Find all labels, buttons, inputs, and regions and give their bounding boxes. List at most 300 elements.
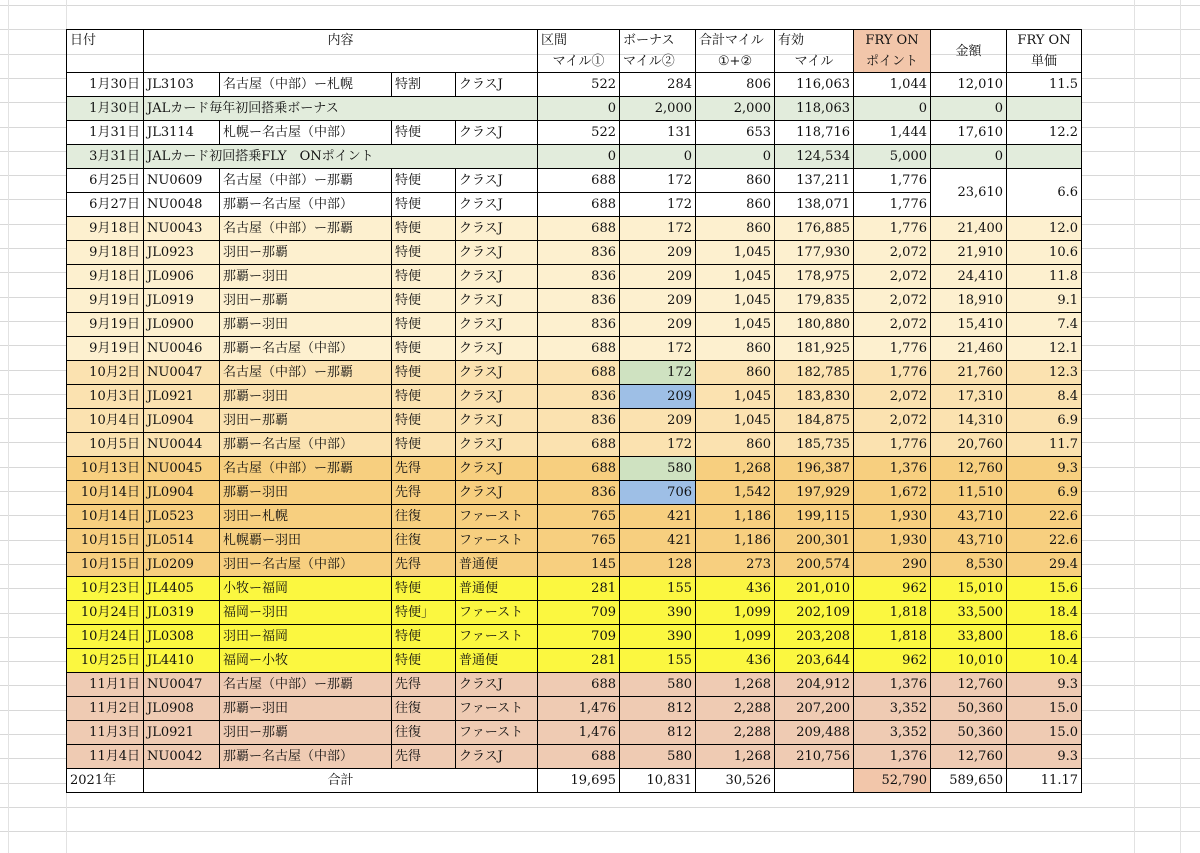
cell-unit-price[interactable]: 15.0 (1007, 697, 1082, 721)
cell-route[interactable]: 名古屋（中部）ー那覇 (220, 217, 392, 241)
cell-segment-miles[interactable]: 709 (538, 625, 620, 649)
cell-date[interactable]: 10月5日 (67, 433, 144, 457)
cell-amount[interactable]: 12,010 (931, 73, 1007, 97)
cell-amount[interactable]: 50,360 (931, 697, 1007, 721)
cell-seat-class[interactable]: クラスJ (456, 193, 538, 217)
cell-seat-class[interactable]: クラスJ (456, 73, 538, 97)
cell-route[interactable]: 那覇ー名古屋（中部） (220, 745, 392, 769)
cell-date[interactable]: 10月25日 (67, 649, 144, 673)
cell-route[interactable]: 小牧ー福岡 (220, 577, 392, 601)
cell-route[interactable]: 那覇ー羽田 (220, 697, 392, 721)
cell-bonus-miles[interactable]: 812 (620, 721, 696, 745)
cell-fare-type[interactable]: 特便 (392, 169, 456, 193)
cell-amount[interactable]: 14,310 (931, 409, 1007, 433)
cell-fare-type[interactable]: 往復 (392, 697, 456, 721)
cell-date[interactable]: 10月3日 (67, 385, 144, 409)
cell-valid-miles[interactable]: 124,534 (775, 145, 854, 169)
cell-route[interactable]: 名古屋（中部）ー札幌 (220, 73, 392, 97)
cell-date[interactable]: 9月19日 (67, 289, 144, 313)
cell-segment-miles[interactable]: 765 (538, 505, 620, 529)
cell-seat-class[interactable]: クラスJ (456, 409, 538, 433)
cell-total-miles[interactable]: 1,268 (696, 745, 775, 769)
cell-bonus-miles[interactable]: 580 (620, 457, 696, 481)
cell-date[interactable]: 10月15日 (67, 553, 144, 577)
cell-fop-points[interactable]: 2,072 (854, 313, 931, 337)
cell-segment-miles[interactable]: 688 (538, 169, 620, 193)
header-segment-line1[interactable]: 区間 (538, 30, 620, 52)
cell-segment-miles[interactable]: 709 (538, 601, 620, 625)
cell-amount[interactable]: 0 (931, 145, 1007, 169)
cell-route[interactable]: 那覇ー名古屋（中部） (220, 337, 392, 361)
cell-date[interactable]: 11月2日 (67, 697, 144, 721)
cell-flight-number[interactable]: JL3114 (144, 121, 220, 145)
cell-flight-number[interactable]: NU0045 (144, 457, 220, 481)
cell-valid-miles[interactable]: 180,880 (775, 313, 854, 337)
cell-date[interactable]: 9月18日 (67, 217, 144, 241)
cell-fop-points[interactable]: 1,376 (854, 457, 931, 481)
cell-total-amount[interactable]: 589,650 (931, 769, 1007, 793)
cell-date[interactable]: 1月31日 (67, 121, 144, 145)
cell-bonus-miles[interactable]: 390 (620, 625, 696, 649)
cell-total-miles[interactable]: 806 (696, 73, 775, 97)
cell-flight-number[interactable]: JL3103 (144, 73, 220, 97)
cell-date[interactable]: 9月19日 (67, 313, 144, 337)
cell-fare-type[interactable]: 特便 (392, 337, 456, 361)
cell-unit-price[interactable]: 9.3 (1007, 745, 1082, 769)
cell-flight-number[interactable]: NU0042 (144, 745, 220, 769)
cell-seat-class[interactable]: クラスJ (456, 121, 538, 145)
cell-bonus-miles[interactable]: 580 (620, 745, 696, 769)
cell-unit-price[interactable]: 7.4 (1007, 313, 1082, 337)
cell-bonus-miles[interactable]: 155 (620, 649, 696, 673)
cell-route[interactable]: 名古屋（中部）ー那覇 (220, 457, 392, 481)
header-amount[interactable]: 金額 (931, 30, 1007, 73)
cell-route[interactable]: 名古屋（中部）ー那覇 (220, 169, 392, 193)
header-segment-line2[interactable]: マイル① (538, 51, 620, 73)
cell-fop-points[interactable]: 1,818 (854, 601, 931, 625)
cell-total-miles[interactable]: 1,045 (696, 385, 775, 409)
cell-date[interactable]: 10月14日 (67, 481, 144, 505)
cell-amount[interactable]: 8,530 (931, 553, 1007, 577)
cell-amount[interactable]: 33,500 (931, 601, 1007, 625)
cell-total-miles[interactable]: 1,268 (696, 673, 775, 697)
header-bonus-line1[interactable]: ボーナス (620, 30, 696, 52)
cell-fop-points[interactable]: 1,776 (854, 337, 931, 361)
cell-seat-class[interactable]: クラスJ (456, 313, 538, 337)
header-total-line1[interactable]: 合計マイル (696, 30, 775, 52)
cell-flight-number[interactable]: JL0523 (144, 505, 220, 529)
cell-flight-number[interactable]: JL0904 (144, 409, 220, 433)
cell-total-valid[interactable] (775, 769, 854, 793)
cell-segment-miles[interactable]: 836 (538, 481, 620, 505)
cell-date[interactable]: 6月25日 (67, 169, 144, 193)
cell-fop-points[interactable]: 1,376 (854, 745, 931, 769)
cell-fop-points[interactable]: 1,444 (854, 121, 931, 145)
cell-fare-type[interactable]: 特便 (392, 313, 456, 337)
cell-route[interactable]: 羽田ー名古屋（中部） (220, 553, 392, 577)
cell-fop-points[interactable]: 1,930 (854, 505, 931, 529)
cell-bonus-miles[interactable]: 390 (620, 601, 696, 625)
cell-total-miles[interactable]: 1,542 (696, 481, 775, 505)
cell-seat-class[interactable]: ファースト (456, 601, 538, 625)
cell-fare-type[interactable]: 特便 (392, 625, 456, 649)
cell-description[interactable]: JALカード初回搭乗FLY ONポイント (144, 145, 538, 169)
cell-date[interactable]: 9月19日 (67, 337, 144, 361)
header-bonus-line2[interactable]: マイル② (620, 51, 696, 73)
cell-fare-type[interactable]: 先得 (392, 457, 456, 481)
cell-unit-price[interactable]: 6.6 (1007, 169, 1082, 217)
cell-valid-miles[interactable]: 203,644 (775, 649, 854, 673)
cell-bonus-miles[interactable]: 172 (620, 217, 696, 241)
cell-valid-miles[interactable]: 210,756 (775, 745, 854, 769)
cell-seat-class[interactable]: クラスJ (456, 337, 538, 361)
cell-bonus-miles[interactable]: 209 (620, 409, 696, 433)
cell-seat-class[interactable]: 普通便 (456, 577, 538, 601)
cell-segment-miles[interactable]: 836 (538, 289, 620, 313)
cell-segment-miles[interactable]: 1,476 (538, 697, 620, 721)
cell-fop-points[interactable]: 2,072 (854, 265, 931, 289)
cell-total-label[interactable]: 合計 (144, 769, 538, 793)
cell-route[interactable]: 羽田ー那覇 (220, 241, 392, 265)
cell-fare-type[interactable]: 特便 (392, 409, 456, 433)
cell-total-miles[interactable]: 860 (696, 169, 775, 193)
cell-fare-type[interactable]: 特便 (392, 265, 456, 289)
cell-fop-points[interactable]: 3,352 (854, 697, 931, 721)
cell-unit-price[interactable]: 11.5 (1007, 73, 1082, 97)
cell-seat-class[interactable]: クラスJ (456, 673, 538, 697)
cell-unit-price[interactable]: 15.0 (1007, 721, 1082, 745)
header-valid-line2[interactable]: マイル (775, 51, 854, 73)
cell-bonus-miles[interactable]: 172 (620, 169, 696, 193)
cell-date[interactable]: 1月30日 (67, 97, 144, 121)
cell-bonus-miles[interactable]: 172 (620, 193, 696, 217)
cell-valid-miles[interactable]: 204,912 (775, 673, 854, 697)
cell-date[interactable]: 10月24日 (67, 601, 144, 625)
cell-segment-miles[interactable]: 688 (538, 745, 620, 769)
cell-seat-class[interactable]: クラスJ (456, 457, 538, 481)
cell-seat-class[interactable]: 普通便 (456, 553, 538, 577)
cell-valid-miles[interactable]: 202,109 (775, 601, 854, 625)
cell-segment-miles[interactable]: 522 (538, 121, 620, 145)
cell-flight-number[interactable]: JL0308 (144, 625, 220, 649)
cell-flight-number[interactable]: NU0047 (144, 673, 220, 697)
cell-segment-miles[interactable]: 281 (538, 649, 620, 673)
cell-fare-type[interactable]: 特便 (392, 361, 456, 385)
cell-valid-miles[interactable]: 137,211 (775, 169, 854, 193)
cell-fop-points[interactable]: 2,072 (854, 409, 931, 433)
cell-unit-price[interactable]: 11.7 (1007, 433, 1082, 457)
cell-segment-miles[interactable]: 836 (538, 409, 620, 433)
cell-route[interactable]: 福岡ー羽田 (220, 601, 392, 625)
cell-fop-points[interactable]: 1,818 (854, 625, 931, 649)
cell-valid-miles[interactable]: 179,835 (775, 289, 854, 313)
cell-amount[interactable]: 43,710 (931, 529, 1007, 553)
cell-segment-miles[interactable]: 1,476 (538, 721, 620, 745)
cell-valid-miles[interactable]: 200,301 (775, 529, 854, 553)
cell-route[interactable]: 羽田ー札幌 (220, 505, 392, 529)
cell-date[interactable]: 11月4日 (67, 745, 144, 769)
cell-seat-class[interactable]: クラスJ (456, 241, 538, 265)
cell-valid-miles[interactable]: 201,010 (775, 577, 854, 601)
cell-total-total[interactable]: 30,526 (696, 769, 775, 793)
cell-fop-points[interactable]: 962 (854, 577, 931, 601)
cell-date[interactable]: 10月2日 (67, 361, 144, 385)
cell-valid-miles[interactable]: 116,063 (775, 73, 854, 97)
cell-seat-class[interactable]: クラスJ (456, 745, 538, 769)
cell-unit-price[interactable]: 8.4 (1007, 385, 1082, 409)
cell-route[interactable]: 札幌覇ー羽田 (220, 529, 392, 553)
cell-date[interactable]: 1月30日 (67, 73, 144, 97)
cell-unit-price[interactable]: 15.6 (1007, 577, 1082, 601)
cell-total-miles[interactable]: 860 (696, 337, 775, 361)
cell-valid-miles[interactable]: 200,574 (775, 553, 854, 577)
cell-flight-number[interactable]: NU0047 (144, 361, 220, 385)
cell-unit-price[interactable]: 6.9 (1007, 481, 1082, 505)
cell-unit-price[interactable] (1007, 145, 1082, 169)
cell-total-miles[interactable]: 860 (696, 193, 775, 217)
header-valid-line1[interactable]: 有効 (775, 30, 854, 52)
cell-seat-class[interactable]: ファースト (456, 697, 538, 721)
cell-fare-type[interactable]: 先得 (392, 553, 456, 577)
cell-valid-miles[interactable]: 196,387 (775, 457, 854, 481)
cell-segment-miles[interactable]: 836 (538, 313, 620, 337)
cell-seat-class[interactable]: クラスJ (456, 265, 538, 289)
cell-flight-number[interactable]: JL0921 (144, 385, 220, 409)
cell-amount[interactable]: 33,800 (931, 625, 1007, 649)
cell-fop-points[interactable]: 1,776 (854, 433, 931, 457)
cell-valid-miles[interactable]: 182,785 (775, 361, 854, 385)
cell-total-miles[interactable]: 1,045 (696, 313, 775, 337)
cell-total-miles[interactable]: 0 (696, 145, 775, 169)
cell-valid-miles[interactable]: 178,975 (775, 265, 854, 289)
cell-valid-miles[interactable]: 138,071 (775, 193, 854, 217)
cell-seat-class[interactable]: ファースト (456, 721, 538, 745)
cell-total-miles[interactable]: 1,045 (696, 265, 775, 289)
cell-bonus-miles[interactable]: 421 (620, 529, 696, 553)
cell-unit-price[interactable]: 9.3 (1007, 457, 1082, 481)
cell-fop-points[interactable]: 5,000 (854, 145, 931, 169)
header-unit-line2[interactable]: 単価 (1007, 51, 1082, 73)
cell-valid-miles[interactable]: 184,875 (775, 409, 854, 433)
cell-fare-type[interactable]: 先得 (392, 673, 456, 697)
cell-fop-points[interactable]: 962 (854, 649, 931, 673)
cell-valid-miles[interactable]: 207,200 (775, 697, 854, 721)
cell-amount[interactable]: 21,400 (931, 217, 1007, 241)
cell-date[interactable]: 10月13日 (67, 457, 144, 481)
cell-flight-number[interactable]: NU0043 (144, 217, 220, 241)
cell-total-miles[interactable]: 1,045 (696, 241, 775, 265)
cell-bonus-miles[interactable]: 209 (620, 265, 696, 289)
cell-fop-points[interactable]: 2,072 (854, 241, 931, 265)
cell-bonus-miles[interactable]: 209 (620, 313, 696, 337)
cell-fop-points[interactable]: 1,776 (854, 217, 931, 241)
cell-fare-type[interactable]: 往復 (392, 505, 456, 529)
cell-amount[interactable]: 15,010 (931, 577, 1007, 601)
cell-seat-class[interactable]: クラスJ (456, 217, 538, 241)
cell-flight-number[interactable]: JL0904 (144, 481, 220, 505)
cell-amount[interactable]: 17,610 (931, 121, 1007, 145)
cell-route[interactable]: 那覇ー名古屋（中部） (220, 193, 392, 217)
cell-unit-price[interactable]: 9.1 (1007, 289, 1082, 313)
cell-date[interactable]: 6月27日 (67, 193, 144, 217)
cell-fop-points[interactable]: 1,776 (854, 361, 931, 385)
cell-unit-price[interactable]: 22.6 (1007, 529, 1082, 553)
cell-date[interactable]: 11月1日 (67, 673, 144, 697)
cell-total-miles[interactable]: 2,000 (696, 97, 775, 121)
cell-bonus-miles[interactable]: 131 (620, 121, 696, 145)
cell-flight-number[interactable]: JL0319 (144, 601, 220, 625)
cell-seat-class[interactable]: ファースト (456, 505, 538, 529)
cell-bonus-miles[interactable]: 172 (620, 361, 696, 385)
cell-segment-miles[interactable]: 836 (538, 385, 620, 409)
cell-total-miles[interactable]: 273 (696, 553, 775, 577)
cell-segment-miles[interactable]: 688 (538, 673, 620, 697)
cell-date[interactable]: 9月18日 (67, 241, 144, 265)
cell-fop-points[interactable]: 2,072 (854, 385, 931, 409)
cell-amount[interactable]: 43,710 (931, 505, 1007, 529)
cell-total-miles[interactable]: 1,099 (696, 601, 775, 625)
cell-route[interactable]: 名古屋（中部）ー那覇 (220, 361, 392, 385)
cell-bonus-miles[interactable]: 209 (620, 241, 696, 265)
cell-bonus-miles[interactable]: 2,000 (620, 97, 696, 121)
cell-amount[interactable]: 23,610 (931, 169, 1007, 217)
cell-date[interactable]: 10月14日 (67, 505, 144, 529)
cell-fare-type[interactable]: 特便 (392, 193, 456, 217)
header-content[interactable]: 内容 (144, 30, 538, 73)
cell-total-miles[interactable]: 436 (696, 577, 775, 601)
cell-bonus-miles[interactable]: 172 (620, 433, 696, 457)
cell-fare-type[interactable]: 先得 (392, 745, 456, 769)
cell-amount[interactable]: 21,460 (931, 337, 1007, 361)
cell-seat-class[interactable]: クラスJ (456, 289, 538, 313)
cell-date[interactable]: 10月23日 (67, 577, 144, 601)
cell-route[interactable]: 那覇ー羽田 (220, 265, 392, 289)
cell-flight-number[interactable]: JL0906 (144, 265, 220, 289)
cell-total-miles[interactable]: 860 (696, 433, 775, 457)
cell-flight-number[interactable]: JL0514 (144, 529, 220, 553)
cell-route[interactable]: 名古屋（中部）ー那覇 (220, 673, 392, 697)
cell-flight-number[interactable]: JL0908 (144, 697, 220, 721)
cell-total-miles[interactable]: 860 (696, 361, 775, 385)
cell-total-miles[interactable]: 860 (696, 217, 775, 241)
cell-flight-number[interactable]: NU0048 (144, 193, 220, 217)
cell-route[interactable]: 羽田ー福岡 (220, 625, 392, 649)
cell-fop-points[interactable]: 0 (854, 97, 931, 121)
cell-total-segment[interactable]: 19,695 (538, 769, 620, 793)
cell-date[interactable]: 9月18日 (67, 265, 144, 289)
cell-route[interactable]: 福岡ー小牧 (220, 649, 392, 673)
cell-unit-price[interactable]: 12.1 (1007, 337, 1082, 361)
cell-bonus-miles[interactable]: 172 (620, 337, 696, 361)
cell-amount[interactable]: 12,760 (931, 673, 1007, 697)
cell-fare-type[interactable]: 特便 (392, 433, 456, 457)
cell-unit-price[interactable]: 10.4 (1007, 649, 1082, 673)
cell-flight-number[interactable]: JL0919 (144, 289, 220, 313)
cell-fop-points[interactable]: 3,352 (854, 721, 931, 745)
cell-amount[interactable]: 18,910 (931, 289, 1007, 313)
cell-flight-number[interactable]: NU0609 (144, 169, 220, 193)
cell-segment-miles[interactable]: 688 (538, 457, 620, 481)
cell-date[interactable]: 3月31日 (67, 145, 144, 169)
cell-fop-points[interactable]: 290 (854, 553, 931, 577)
cell-total-fop[interactable]: 52,790 (854, 769, 931, 793)
cell-segment-miles[interactable]: 836 (538, 241, 620, 265)
cell-amount[interactable]: 24,410 (931, 265, 1007, 289)
cell-seat-class[interactable]: クラスJ (456, 385, 538, 409)
header-fop-line2[interactable]: ポイント (854, 51, 931, 73)
cell-date[interactable]: 10月15日 (67, 529, 144, 553)
cell-segment-miles[interactable]: 522 (538, 73, 620, 97)
cell-segment-miles[interactable]: 688 (538, 217, 620, 241)
header-fop-line1[interactable]: FRY ON (854, 30, 931, 52)
cell-fop-points[interactable]: 1,376 (854, 673, 931, 697)
cell-fop-points[interactable]: 2,072 (854, 289, 931, 313)
cell-fop-points[interactable]: 1,044 (854, 73, 931, 97)
cell-seat-class[interactable]: ファースト (456, 529, 538, 553)
cell-flight-number[interactable]: JL0209 (144, 553, 220, 577)
cell-total-miles[interactable]: 1,268 (696, 457, 775, 481)
cell-bonus-miles[interactable]: 706 (620, 481, 696, 505)
cell-fare-type[interactable]: 特便 (392, 385, 456, 409)
cell-amount[interactable]: 0 (931, 97, 1007, 121)
cell-valid-miles[interactable]: 209,488 (775, 721, 854, 745)
cell-amount[interactable]: 12,760 (931, 457, 1007, 481)
cell-segment-miles[interactable]: 0 (538, 145, 620, 169)
cell-route[interactable]: 羽田ー那覇 (220, 409, 392, 433)
cell-route[interactable]: 那覇ー羽田 (220, 385, 392, 409)
cell-flight-number[interactable]: NU0044 (144, 433, 220, 457)
cell-date[interactable]: 10月4日 (67, 409, 144, 433)
cell-unit-price[interactable] (1007, 97, 1082, 121)
cell-segment-miles[interactable]: 688 (538, 337, 620, 361)
cell-fare-type[interactable]: 特割 (392, 73, 456, 97)
cell-fare-type[interactable]: 特便 (392, 241, 456, 265)
cell-fare-type[interactable]: 特便 (392, 289, 456, 313)
cell-fop-points[interactable]: 1,776 (854, 193, 931, 217)
cell-fare-type[interactable]: 特便 (392, 217, 456, 241)
cell-total-miles[interactable]: 1,186 (696, 505, 775, 529)
cell-route[interactable]: 羽田ー那覇 (220, 289, 392, 313)
cell-amount[interactable]: 15,410 (931, 313, 1007, 337)
cell-unit-price[interactable]: 12.3 (1007, 361, 1082, 385)
cell-total-miles[interactable]: 1,186 (696, 529, 775, 553)
cell-fop-points[interactable]: 1,672 (854, 481, 931, 505)
cell-amount[interactable]: 21,910 (931, 241, 1007, 265)
header-date[interactable]: 日付 (67, 30, 144, 73)
cell-total-miles[interactable]: 436 (696, 649, 775, 673)
cell-fare-type[interactable]: 往復 (392, 529, 456, 553)
cell-flight-number[interactable]: JL0900 (144, 313, 220, 337)
cell-valid-miles[interactable]: 183,830 (775, 385, 854, 409)
cell-total-miles[interactable]: 2,288 (696, 721, 775, 745)
cell-unit-price[interactable]: 18.6 (1007, 625, 1082, 649)
cell-flight-number[interactable]: JL0921 (144, 721, 220, 745)
cell-valid-miles[interactable]: 197,929 (775, 481, 854, 505)
cell-seat-class[interactable]: ファースト (456, 625, 538, 649)
cell-unit-price[interactable]: 29.4 (1007, 553, 1082, 577)
header-total-line2[interactable]: ①+② (696, 51, 775, 73)
cell-amount[interactable]: 50,360 (931, 721, 1007, 745)
cell-seat-class[interactable]: クラスJ (456, 361, 538, 385)
cell-valid-miles[interactable]: 199,115 (775, 505, 854, 529)
cell-route[interactable]: 羽田ー那覇 (220, 721, 392, 745)
cell-segment-miles[interactable]: 688 (538, 193, 620, 217)
cell-unit-price[interactable]: 6.9 (1007, 409, 1082, 433)
cell-year[interactable]: 2021年 (67, 769, 144, 793)
cell-seat-class[interactable]: クラスJ (456, 169, 538, 193)
cell-bonus-miles[interactable]: 284 (620, 73, 696, 97)
cell-total-miles[interactable]: 1,045 (696, 409, 775, 433)
